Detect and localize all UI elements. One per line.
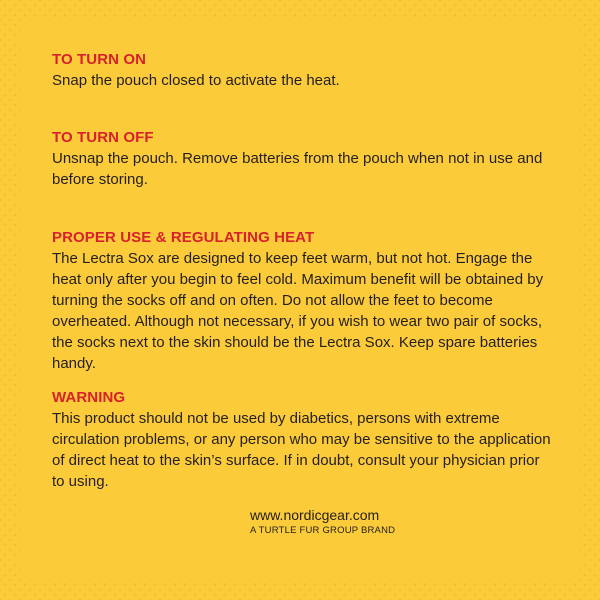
proper-use-section <box>52 228 552 374</box>
warning-heading: WARNING <box>52 389 126 406</box>
turn-off-text: Unsnap the pouch. Remove batteries from the pouch when not in use and before storing. <box>52 150 543 188</box>
footer <box>250 506 450 538</box>
turn-on-heading: TO TURN ON <box>52 51 147 68</box>
warning-section <box>52 388 552 492</box>
website-link[interactable]: www.nordicgear.com <box>250 507 380 523</box>
proper-use-text: The Lectra Sox are designed to keep feet warm, but not hot. Engage the heat only after you begin to feel cold. Maximum benefit will be obtained by turning the socks off and on often. Do not allow the feet to become overheated. Although not necessary, if you wish to wear two pair of socks, the socks next to the skin should be the Lectra Sox. Keep spare batteries handy. <box>52 250 544 372</box>
turn-off-section <box>52 128 552 190</box>
brand-tagline: A TURTLE FUR GROUP BRAND <box>250 525 396 536</box>
turn-off-heading: TO TURN OFF <box>52 129 154 146</box>
warning-text: This product should not be used by diabetics, persons with extreme circulation problems, or any person who may be sensitive to the application of direct heat to the skin’s surface. If in doubt, consult your physician prior to using. <box>52 410 551 490</box>
proper-use-heading: PROPER USE & REGULATING HEAT <box>52 229 315 246</box>
turn-on-text: Snap the pouch closed to activate the heat. <box>52 72 340 89</box>
turn-on-section <box>52 50 552 91</box>
